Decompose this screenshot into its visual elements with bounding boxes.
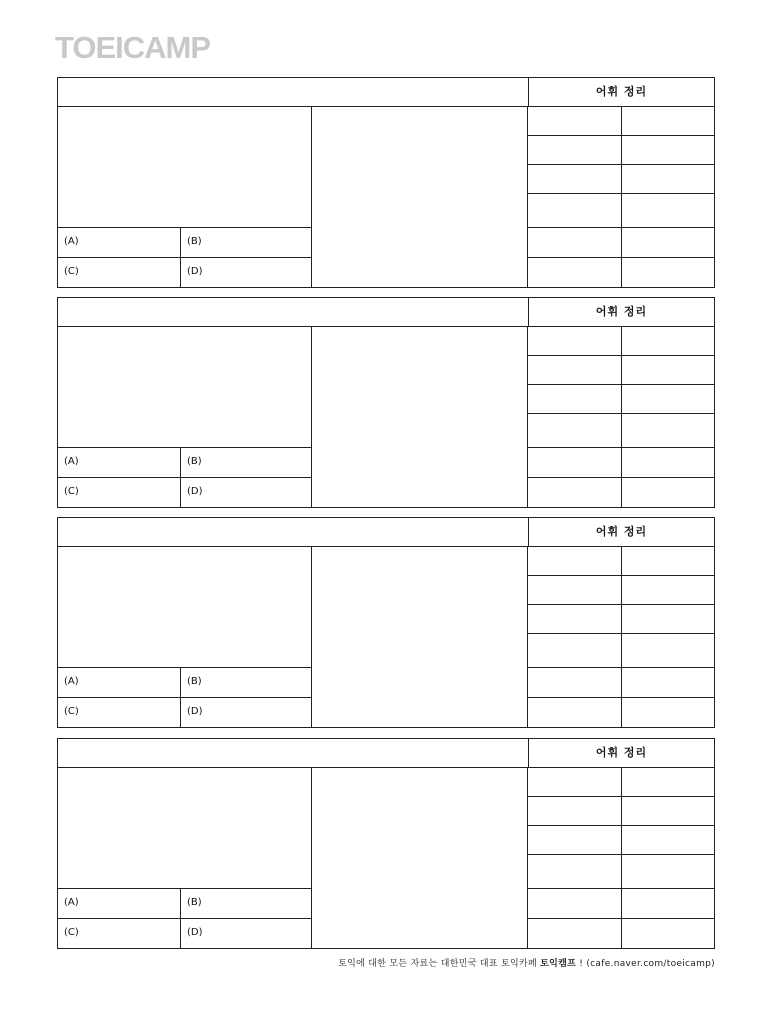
choice-a: (A) [58,889,181,919]
vocab-cell-right [622,768,714,797]
choice-a: (A) [58,228,181,258]
vocab-cell-left [528,136,622,165]
vocab-title: 어휘 정리 [528,739,714,767]
explanation-area [312,547,528,727]
vocab-cell-left [528,385,622,414]
question-block [57,738,715,949]
vocab-cell-left [528,228,622,258]
vocab-cell-left [528,605,622,634]
vocab-cell-left [528,797,622,826]
choice-d: (D) [181,919,312,949]
vocab-cell-left [528,668,622,698]
vocab-cell-left [528,826,622,855]
vocab-cell-left [528,448,622,478]
vocab-cell-left [528,634,622,668]
explanation-area [312,327,528,507]
choice-c: (C) [58,698,181,728]
toeicamp-logo: TOEICAMP [55,30,211,65]
vocab-cell-left [528,258,622,287]
vocab-cell-left [528,414,622,448]
vocab-title: 어휘 정리 [528,518,714,546]
question-block [57,297,715,508]
vocab-cell-left [528,855,622,889]
question-text-area [58,547,312,668]
question-header-row [58,298,714,327]
question-header-row [58,739,714,768]
vocab-cell-right [622,797,714,826]
vocab-cell-left [528,107,622,136]
vocab-cell-left [528,576,622,605]
vocab-cell-left [528,356,622,385]
vocab-cell-right [622,478,714,507]
choice-a: (A) [58,668,181,698]
vocab-cell-right [622,698,714,727]
footer-brand: 토익캠프 [540,959,577,969]
vocab-cell-right [622,547,714,576]
vocab-cell-left [528,327,622,356]
question-block [57,77,715,288]
vocab-cell-left [528,547,622,576]
vocab-cell-right [622,385,714,414]
vocab-cell-right [622,889,714,919]
question-text-area [58,768,312,889]
vocab-title: 어휘 정리 [528,78,714,106]
vocab-cell-right [622,414,714,448]
choice-d: (D) [181,478,312,508]
choice-b: (B) [181,889,312,919]
vocab-cell-right [622,228,714,258]
footer-text-before: 토익에 대한 모든 자료는 대한민국 대표 토익카페 [338,959,541,969]
footer-credit [338,956,715,969]
choice-c: (C) [58,258,181,288]
vocab-cell-right [622,919,714,948]
question-header-row [58,78,714,107]
question-text-area [58,327,312,448]
footer-text-after: ! (cafe.naver.com/toeicamp) [576,959,715,969]
vocab-cell-left [528,919,622,948]
vocab-cell-right [622,194,714,228]
vocab-cell-right [622,448,714,478]
vocab-cell-left [528,889,622,919]
choice-c: (C) [58,919,181,949]
choice-b: (B) [181,228,312,258]
vocab-cell-right [622,107,714,136]
vocab-cell-right [622,356,714,385]
vocab-cell-right [622,826,714,855]
choice-d: (D) [181,698,312,728]
question-block [57,517,715,728]
explanation-area [312,107,528,287]
vocab-cell-right [622,855,714,889]
choice-b: (B) [181,448,312,478]
vocab-cell-right [622,605,714,634]
vocab-title: 어휘 정리 [528,298,714,326]
vocab-cell-left [528,194,622,228]
question-text-area [58,107,312,228]
choice-c: (C) [58,478,181,508]
explanation-area [312,768,528,948]
vocab-cell-left [528,768,622,797]
choice-a: (A) [58,448,181,478]
choice-b: (B) [181,668,312,698]
vocab-cell-right [622,576,714,605]
vocab-cell-right [622,258,714,287]
vocab-cell-right [622,136,714,165]
vocab-cell-right [622,327,714,356]
question-header-row [58,518,714,547]
choice-d: (D) [181,258,312,288]
vocab-cell-right [622,634,714,668]
vocab-cell-left [528,165,622,194]
vocab-cell-right [622,668,714,698]
vocab-cell-right [622,165,714,194]
vocab-cell-left [528,698,622,727]
vocab-cell-left [528,478,622,507]
